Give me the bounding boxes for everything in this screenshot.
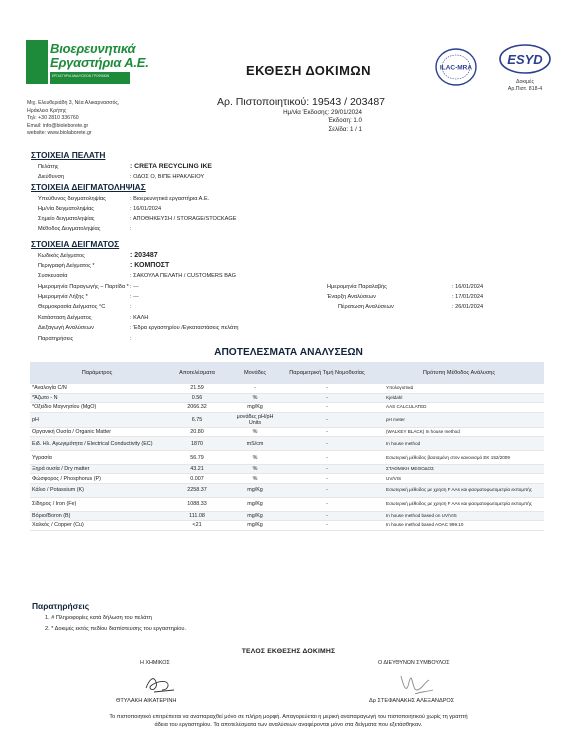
sampling-row-value: : <box>130 226 132 232</box>
analysis-place-text: Έδρα εργαστηρίου /Εγκαταστάσεις πελάτη <box>133 325 239 331</box>
packaging-text: ΣΑΚΟΥΛΑ ΠΕΛΑΤΗ / CUSTOMERS BAG <box>133 273 237 279</box>
result-limit: - <box>280 427 374 436</box>
result-value: 56.79 <box>164 451 230 465</box>
sample-code-text: 203487 <box>134 252 158 259</box>
result-limit: - <box>280 474 374 483</box>
expiry-date-text: --- <box>133 294 139 300</box>
result-value: <21 <box>164 521 230 530</box>
result-parameter: Χαλκός / Copper (Cu) <box>30 521 164 530</box>
result-unit: % <box>230 465 280 474</box>
result-limit: - <box>280 451 374 465</box>
packaging-label: Συσκευασία <box>38 273 68 279</box>
accreditation-caption-line2: Αρ.Πιστ. 818-4 <box>507 85 543 92</box>
sampling-heading: ΣΤΟΙΧΕΙΑ ΔΕΙΓΜΑΤΟΛΗΨΙΑΣ <box>31 182 146 192</box>
ceo-name: Δρ ΣΤΕΦΑΝΑΚΗΣ ΑΛΕΞΑΝΔΡΟΣ <box>369 698 455 704</box>
result-unit: mg/Kg <box>230 403 280 412</box>
result-limit: - <box>280 384 374 393</box>
sampling-row-value: : 16/01/2024 <box>130 206 162 212</box>
client-label: Πελάτης <box>38 164 59 170</box>
analysis-place-label: Διεξαγωγή Αναλύσεων <box>38 325 94 331</box>
temperature-label: Θερμοκρασία Δείγματος °C <box>38 304 106 310</box>
client-value-text: CRETA RECYCLING IKE <box>134 163 212 170</box>
result-method: In house method <box>374 437 544 451</box>
document-title: ΕΚΘΕΣΗ ΔΟΚΙΜΩΝ <box>246 63 371 78</box>
result-limit: - <box>280 521 374 530</box>
sample-desc-label: Περιγραφή Δείγματος * <box>38 263 95 269</box>
receipt-date-value: : 16/01/2024 <box>452 284 484 290</box>
result-value: 1870 <box>164 437 230 451</box>
temperature-value: : <box>130 304 132 310</box>
ceo-role: Ο ΔΙΕΥΘΥΝΩΝ ΣΥΜΒΟΥΛΟΣ <box>378 660 450 666</box>
result-value: 21.59 <box>164 384 230 393</box>
results-row <box>30 474 544 483</box>
sampling-row-value-text: ΑΠΟΘΗΚΕΥΣΗ / STORAGE/STOCKAGE <box>132 216 237 222</box>
results-row <box>30 412 544 427</box>
client-address-value: : ΟΔΟΣ Ο, ΒΙΠΕ ΗΡΑΚΛΕΙΟΥ <box>130 174 205 180</box>
result-unit: mg/Kg <box>230 497 280 511</box>
results-heading: ΑΠΟΤΕΛΕΣΜΑΤΑ ΑΝΑΛΥΣΕΩΝ <box>214 347 363 358</box>
result-value: 6.75 <box>164 412 230 427</box>
production-date-label: Ημερομηνία Παραγωγής – Παρτίδα * <box>38 284 129 290</box>
results-body <box>30 384 544 530</box>
results-row <box>30 483 544 497</box>
production-date-value: : --- <box>130 284 139 290</box>
sampling-row-value-text: 16/01/2024 <box>133 206 162 212</box>
sampling-row-label: Μέθοδος Δειγματοληψίας <box>38 226 101 232</box>
remarks-value: : <box>130 336 132 342</box>
edition: Έκδοση: 1.0 <box>327 117 362 125</box>
issue-date: Ημ/νία Έκδοσης: 29/01/2024 <box>283 109 362 116</box>
result-value: 2066.32 <box>164 403 230 412</box>
analysis-end-value: : 26/01/2024 <box>452 304 484 310</box>
expiry-date-value: : --- <box>130 294 139 300</box>
result-unit: % <box>230 474 280 483</box>
col-method: Πρότυπη Μέθοδος Ανάλυσης <box>374 362 544 384</box>
result-limit: - <box>280 497 374 511</box>
result-parameter: *Άζωτο - Ν <box>30 393 164 402</box>
sampling-row-label: Ημ/νία δειγματοληψίας <box>38 206 94 212</box>
results-header-row <box>30 362 544 384</box>
analysis-place-value: : Έδρα εργαστηρίου /Εγκαταστάσεις πελάτη <box>130 325 239 331</box>
results-table <box>30 362 544 531</box>
analysis-end-label: Πέρατωση Αναλύσεων <box>338 304 394 310</box>
condition-text: ΚΑΛΗ <box>133 315 149 321</box>
condition-value: : ΚΑΛΗ <box>130 315 149 321</box>
chemist-role: Η ΧΗΜΙΚΟΣ <box>140 660 170 666</box>
disclaimer <box>20 714 557 730</box>
result-value: 20.80 <box>164 427 230 436</box>
client-address-text: ΟΔΟΣ Ο, ΒΙΠΕ ΗΡΑΚΛΕΙΟΥ <box>133 174 205 180</box>
result-value: 0.007 <box>164 474 230 483</box>
remarks-label: Παρατηρήσεις <box>38 336 74 342</box>
sample-code-value: : 203487 <box>130 252 158 259</box>
document-meta <box>283 109 362 134</box>
result-parameter: *Οξείδιο Μαγνησίου (MgO) <box>30 403 164 412</box>
client-value: : CRETA RECYCLING IKE <box>130 163 212 170</box>
results-row <box>30 451 544 465</box>
company-contact <box>27 100 119 138</box>
receipt-date-text: 16/01/2024 <box>455 284 484 290</box>
results-row <box>30 427 544 436</box>
note-item: 1. # Πληροφορίες κατά δήλωση του πελάτη <box>45 615 152 621</box>
accreditation-caption <box>493 79 557 92</box>
result-value: 111.08 <box>164 511 230 520</box>
chemist-name: ΘΤΥΛΑΚΗ ΑΙΚΑΤΕΡΙΝΗ <box>116 698 177 704</box>
col-unit: Μονάδες <box>230 362 280 384</box>
sampling-row-label: Σημείο δειγματοληψίας <box>38 216 95 222</box>
result-unit: μονάδες pH/pH Units <box>230 412 280 427</box>
analysis-end-text: 26/01/2024 <box>455 304 484 310</box>
result-method: Εσωτερική μέθοδος βασισμένη στον κανονισμό ΕΚ 152/2009 <box>374 451 544 465</box>
company-email: Email: info@bioleborete.gr <box>27 122 89 129</box>
result-unit: mg/Kg <box>230 483 280 497</box>
condition-label: Κατάσταση Δείγματος <box>38 315 92 321</box>
ilac-mra-logo-text: ILAC-MRA <box>439 64 473 72</box>
sampling-row-value: : ΑΠΟΘΗΚΕΥΣΗ / STORAGE/STOCKAGE <box>130 216 237 222</box>
result-method: pH meter <box>374 412 544 427</box>
sampling-row-value: : Βιοερευνητικά εργαστήρια Α.Ε. <box>130 196 210 202</box>
result-parameter: Σίδηρος / Iron (Fe) <box>30 497 164 511</box>
esyd-logo-text: ESYD <box>507 52 543 67</box>
result-method: Υπολογιστικά <box>374 384 544 393</box>
result-method: In house method based on UV/VIS <box>374 511 544 520</box>
result-unit: % <box>230 427 280 436</box>
result-unit: mg/Kg <box>230 521 280 530</box>
certificate-number: Αρ. Πιστοποιητικού: 19543 / 203487 <box>217 96 386 108</box>
result-parameter: Κάλιο / Potassium (K) <box>30 483 164 497</box>
results-row <box>30 511 544 520</box>
page-number: Σελίδα: 1 / 1 <box>328 125 362 133</box>
result-method: Εσωτερική μέθοδος με χρηση F AAs και φασματοφωτομετρία εκπομπής <box>374 497 544 511</box>
result-parameter: Ειδ. Ηλ. Αγωγιμότητα / Electrical Conductivity (EC) <box>30 437 164 451</box>
production-date-text: --- <box>133 284 139 290</box>
disclaimer-line1: Το πιστοποιητικό επιτρέπεται να αναπαραχθεί μόνο σε πλήρη μορφή. Απαγορεύεται η μερική αναπαραγωγή του πιστοποιητικού χωρίς τη γραπτή <box>109 714 468 720</box>
result-method: ΣΤΑΘΜΙΚΗ ΜΕΘΟΔΟΣ <box>374 465 544 474</box>
result-value: 1088.33 <box>164 497 230 511</box>
result-limit: - <box>280 511 374 520</box>
result-parameter: Ξηρά ουσία / Dry matter <box>30 465 164 474</box>
results-row <box>30 393 544 402</box>
result-value: 43.21 <box>164 465 230 474</box>
ceo-signature-icon <box>395 668 439 698</box>
result-limit: - <box>280 437 374 451</box>
sampling-row-label: Υπεύθυνος δειγματοληψίας <box>38 196 106 202</box>
result-limit: - <box>280 483 374 497</box>
results-row <box>30 437 544 451</box>
company-name-line1: Βιοερευνητικά <box>50 41 136 56</box>
end-of-report: ΤΕΛΟΣ ΕΚΘΕΣΗΣ ΔΟΚΙΜΗΣ <box>241 648 336 655</box>
result-method: (WALKEY BLACK) In house method <box>374 427 544 436</box>
result-value: 0.56 <box>164 393 230 402</box>
result-method: Εσωτερική μέθοδος με χρηση F AAs και φασματοφωτομετρία εκπομπής <box>374 483 544 497</box>
company-city: Ηράκλειο Κρήτης <box>27 107 67 114</box>
analysis-start-text: 17/01/2024 <box>455 294 484 300</box>
result-method: Kjeldahl <box>374 393 544 402</box>
analysis-start-value: : 17/01/2024 <box>452 294 484 300</box>
result-method: AAS CALCULATED <box>374 403 544 412</box>
receipt-date-label: Ημερομηνία Παραλαβής <box>327 284 387 290</box>
results-row <box>30 465 544 474</box>
accreditation-caption-line1: Δοκιμές <box>516 79 534 85</box>
company-address: Μιχ. Ελευθεριάδη 3, Νέα Αλικαρνασσός, <box>27 100 120 106</box>
result-method: UV/VIS <box>374 474 544 483</box>
company-phone: Τηλ: +30 2810 336760 <box>27 115 79 122</box>
packaging-value: : ΣΑΚΟΥΛΑ ΠΕΛΑΤΗ / CUSTOMERS BAG <box>130 273 237 279</box>
result-unit: % <box>230 393 280 402</box>
logo-mark-icon <box>26 40 48 84</box>
company-website: website: www.biolaborete.gr <box>27 130 92 137</box>
company-tagline: ΕΡΓΑΣΤΗΡΙΑ ΑΝΑΛΥΣΕΩΝ ΤΡΟΦΙΜΩΝ <box>52 74 110 78</box>
col-parameter: Παράμετρος <box>30 362 164 384</box>
company-logo <box>26 36 156 96</box>
result-parameter: Οργανική Ουσία / Organic Matter <box>30 427 164 436</box>
result-parameter: Βόριο/Boron (B) <box>30 511 164 520</box>
result-value: 2258.37 <box>164 483 230 497</box>
result-limit: - <box>280 465 374 474</box>
result-parameter: Φώσφορος / Phosphorus (P) <box>30 474 164 483</box>
notes-heading: Παρατηρήσεις <box>32 601 90 611</box>
result-parameter: Υγρασία <box>30 451 164 465</box>
company-name-line2: Εργαστήρια Α.Ε. <box>50 55 149 70</box>
col-limit: Παραμετρική Τιμή Νομοθεσίας <box>280 362 374 384</box>
results-row <box>30 497 544 511</box>
client-heading: ΣΤΟΙΧΕΙΑ ΠΕΛΑΤΗ <box>31 150 106 160</box>
result-limit: - <box>280 412 374 427</box>
result-limit: - <box>280 403 374 412</box>
chemist-signature-icon <box>140 670 180 696</box>
sampling-row-value-text: Βιοερευνητικά εργαστήρια Α.Ε. <box>133 196 210 202</box>
disclaimer-line2: άδεια του εργαστηρίου. Τα αποτελέσματα των αναλύσεων αναφέρονται μόνο στα δείγματα που εξετάσθηκαν. <box>154 721 423 728</box>
client-address-label: Διεύθυνση <box>38 174 65 180</box>
result-unit: mS/cm <box>230 437 280 451</box>
results-row <box>30 384 544 393</box>
result-method: In house method based AOAC 999.10 <box>374 521 544 530</box>
sample-desc-text: ΚΟΜΠΟΣΤ <box>134 262 170 269</box>
results-row <box>30 403 544 412</box>
sample-code-label: Κωδικός Δείγματος <box>38 253 85 259</box>
result-unit: mg/Kg <box>230 511 280 520</box>
sample-desc-value: : ΚΟΜΠΟΣΤ <box>130 262 170 269</box>
note-item: 2. * Δοκιμές εκτός πεδίου διαπίστευσης του εργαστηρίου. <box>45 626 186 632</box>
results-row <box>30 521 544 530</box>
result-unit: - <box>230 384 280 393</box>
sample-heading: ΣΤΟΙΧΕΙΑ ΔΕΙΓΜΑΤΟΣ <box>31 239 120 249</box>
col-result: Αποτελέσματα <box>164 362 230 384</box>
expiry-date-label: Ημερομηνία Λήξης * <box>38 294 88 300</box>
result-parameter: *Αναλογία C/N <box>30 384 164 393</box>
result-limit: - <box>280 393 374 402</box>
result-parameter: pH <box>30 412 164 427</box>
analysis-start-label: Έναρξη Αναλύσεων <box>327 294 376 300</box>
result-unit: % <box>230 451 280 465</box>
ilac-mra-logo-icon <box>434 47 478 87</box>
